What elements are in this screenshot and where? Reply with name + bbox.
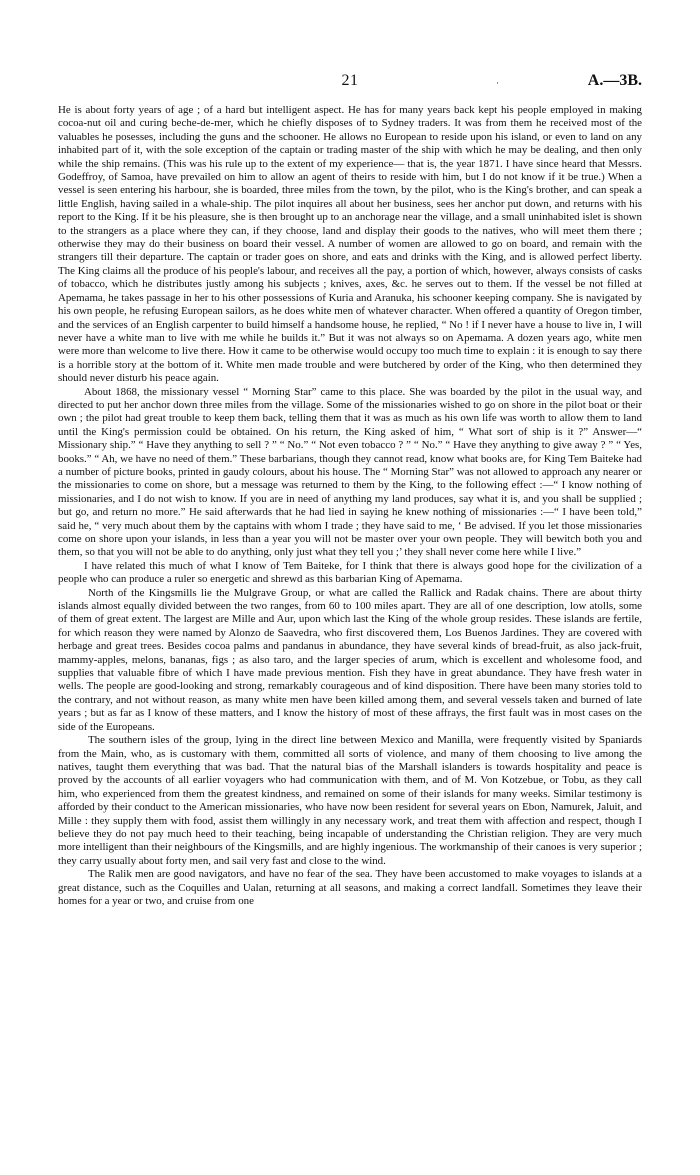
page-number: 21 [341,72,359,89]
paragraph-2: About 1868, the missionary vessel “ Morning Star” came to this place. She was boarded by the pilot in the usual way, and directed to put her anchor down three miles from the village. Some of the missionaries wished to go on shore in the pilot boat or their own ; the pilot had great trouble to keep them back, telling them that it was as much as his own life was worth to allow them to land until the King's permission could be obtained. On his return, the King asked of him, “ What sort of ship is it ?” Answer—“ Missionary ship.” “ Have they anything to sell ? ” “ No.” “ Not even tobacco ? ” “ No.” “ Have they anything to give away ? ” “ Yes, books.” “ Ah, we have no need of them.” These barbarians, though they cannot read, know what books are, for King Tem Baiteke had a number of picture books, printed in gaudy colours, about his house. The “ Morning Star” was not allowed to approach any nearer or the missionaries to come on shore, but a message was returned to them by the King, to the following effect :—“ I know nothing of missionaries, and I do not wish to know. If you are in need of anything my land produces, say what it is, and you shall be supplied ; but go, and return no more.” He said afterwards that he had lied in saying he knew nothing of missionaries :—“ I have been told,” said he, “ very much about them by the captains with whom I trade ; they have said to me, ‘ Be advised. If you let those missionaries come on shore upon your islands, in less than a year you will not be master over your own people. They will bewitch both you and them, so that you will not be able to do anything, only just what they tell you ;’ they shall never come here while I live.” [58,385,642,559]
header-dot: · [496,78,499,88]
paragraph-4: North of the Kingsmills lie the Mulgrave Group, or what are called the Rallick and Radak chains. There are about thirty islands almost equally divided between the two ranges, from 60 to 100 miles apart. They are all of one description, low atolls, some of them of great extent. The largest are Mille and Aur, upon which last the King of the whole group resides. These islands are fertile, for which reason they were named by Alonzo de Saavedra, who first discovered them, Los Buenos Jardines. They are covered with herbage and great trees. Besides cocoa palms and pandanus in abundance, they have several kinds of bread-fruit, as also jack-fruit, mammy-apples, melons, bananas, figs ; as also taro, and the larger species of arum, which is excellent and wholesome food, and supplies that valuable fibre of which I have made previous mention. Fish they have in great abundance. They have fresh water in wells. The people are good-looking and strong, remarkably courageous and of kind disposition. There have been many stories told to the contrary, and not without reason, as many white men have been killed among them, and several vessels taken and burned of late years ; but as far as I know of these matters, and I know the history of most of these affrays, the first fault was in most cases on the side of the Europeans. [58,586,642,733]
paragraph-5: The southern isles of the group, lying in the direct line between Mexico and Manilla, were frequently visited by Spaniards from the Main, who, as is customary with them, committed all sorts of violence, and many of them choosing to live among the natives, taught them everything that was bad. That the natural bias of the Marshall islanders is towards hospitality and peace is proved by the accounts of all earlier voyagers who had communication with them, and of M. Von Kotzebue, or Tobu, as they call him, who experienced from them the greatest kindness, and remained on some of their islands for many weeks. Similar testimony is afforded by their conduct to the American missionaries, who have now been resident for several years on Ebon, Namurek, Jaluit, and Mille : they supply them with food, assist them willingly in any necessary work, and treat them with affection and respect, though I believe they do not pay much heed to their teaching, being incapable of understanding the Christian religion. They are very much more intelligent than their neighbours of the Kingsmills, and are highly ingenious. The workmanship of their canoes is very superior ; they carry usually about forty men, and sail very fast and close to the wind. [58,734,642,867]
document-reference: A.—3B. [587,72,642,89]
body-text [58,104,642,908]
paragraph-6: The Ralik men are good navigators, and have no fear of the sea. They have been accustomed to make voyages to islands at a great distance, such as the Coquilles and Ualan, returning at all seasons, and making a correct landfall. Sometimes they leave their homes for a year or two, and cruise from one [58,868,642,907]
paragraph-1: He is about forty years of age ; of a hard but intelligent aspect. He has for many years back kept his people employed in making cocoa-nut oil and curing beche-de-mer, which he chiefly disposes of to Sydney traders. It was from them he received most of the valuables he posesses, including the guns and the schooner. He allows no European to reside upon his island, or even to land on any inhabited part of it, with the sole exception of the captain or trading master of the ship with which he may be dealing, and then only while the ship remains. (This was his rule up to the extent of my experience— that is, the year 1871. I have since heard that Messrs. Godeffroy, of Samoa, have prevailed on him to allow an agent of theirs to reside with him, but I do not know if it be true.) When a vessel is seen entering his harbour, she is boarded, three miles from the town, by the pilot, who is the King's brother, and can speak a little English, having sailed in a whale-ship. The pilot inquires all about her business, sees her anchor put down, and returns with his report to the King. If it be his pleasure, she is then brought up to an anchorage near the village, and a small uninhabited islet is shown to the strangers as a place where they can, if they choose, land and display their goods to the natives, who will meet them there ; otherwise they may do their business on board their vessel. A number of women are allowed to go on board, and remain with the strangers till their departure. The captain or trader goes on shore, and eats and drinks with the King, and is allowed perfect liberty. The King claims all the produce of his people's labour, and receives all the pay, a portion of which, however, always consists of casks of tobacco, which he distributes justly among his subjects ; knives, axes, &c. he serves out to them. If the vessel be not filled at Apemama, he takes passage in her to his other possessions of Kuria and Aranuka, his schooner keeping company. She is navigated by his own people, he refusing European sailors, as he does white men of whatever character. When offered a quantity of Oregon timber, and the services of an English carpenter to build himself a handsome house, he replied, “ No ! if I never have a house to live in, I will never have a white man to live with me while he builds it.” But it was not always so on Apemama. A dozen years ago, white men were more than welcome to live there. How it came to be otherwise would occupy too much time to explain : it is enough to say there is a horrible story at the bottom of it. White men made trouble and were butchered by order of the King, who then determined they should never disturb his peace again. [58,104,642,385]
paragraph-3: I have related this much of what I know of Tem Baiteke, for I think that there is always good hope for the civilization of a people who can produce a ruler so energetic and shrewd as this barbarian King of Apemama. [58,559,642,586]
